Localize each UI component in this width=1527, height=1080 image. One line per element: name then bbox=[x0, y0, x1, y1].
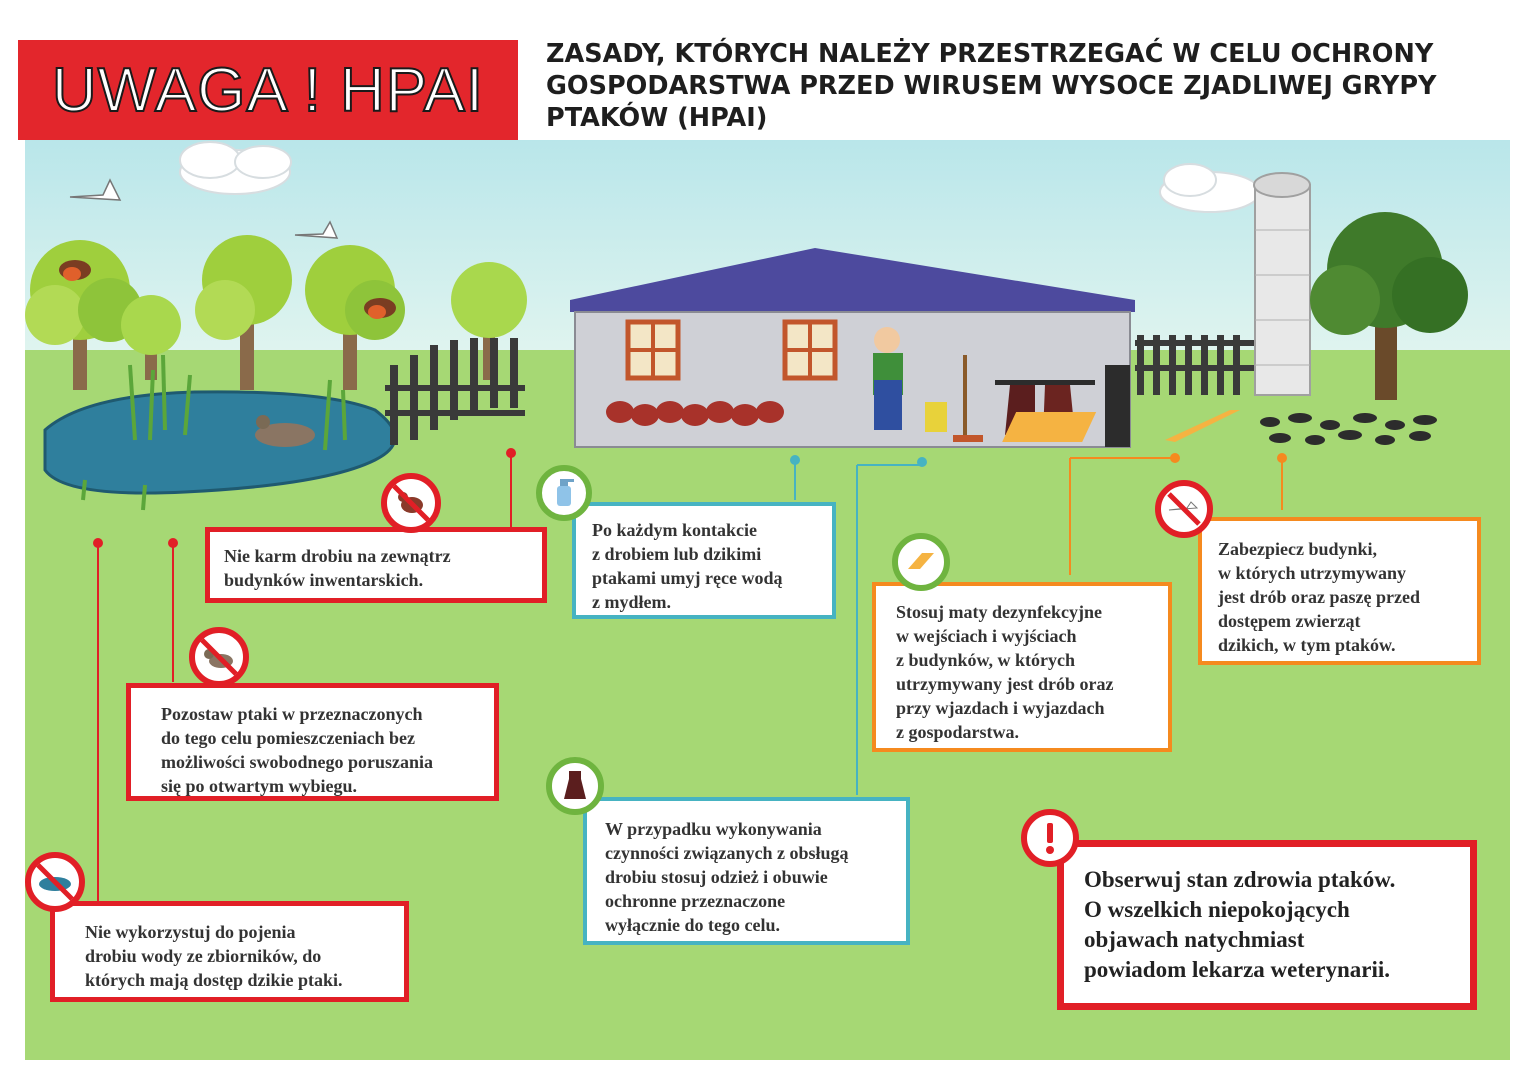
no-chicken-icon bbox=[381, 473, 441, 533]
rule-no-wild-water bbox=[50, 901, 409, 1002]
rule-keep-birds-indoors-text: Pozostaw ptaki w przeznaczonych do tego celu pomieszczeniach bez możliwości swobodnego poruszania się po otwartym wybiegu. bbox=[161, 704, 434, 796]
hpai-warning-banner bbox=[18, 40, 518, 140]
rule-no-wild-water-text: Nie wykorzystuj do pojenia drobiu wody ze zbiorników, do których mają dostęp dzikie ptaki. bbox=[85, 922, 343, 990]
rule-disinfection-mats bbox=[872, 582, 1172, 752]
rule-secure-buildings bbox=[1198, 517, 1481, 665]
rule-disinfection-mats-text: Stosuj maty dezynfekcyjne w wejściach i wyjściach z budynków, w których utrzymywany jest drób oraz przy wjazdach i wyjazdach z gospodarstwa. bbox=[896, 602, 1114, 742]
rule-wash-hands bbox=[572, 502, 836, 619]
rule-secure-buildings-text: Zabezpiecz budynki, w których utrzymywany jest drób oraz paszę przed dostępem zwierząt dzikich, w tym ptaków. bbox=[1218, 539, 1420, 655]
banner-title: UWAGA ! HPAI bbox=[51, 55, 485, 125]
rule-no-outdoor-feeding bbox=[205, 527, 547, 603]
rule-protective-clothing bbox=[583, 797, 910, 945]
rule-protective-clothing-text: W przypadku wykonywania czynności związanych z obsługą drobiu stosuj odzież i obuwie ochronne przeznaczone wyłącznie do tego celu. bbox=[605, 819, 849, 935]
apron-icon bbox=[546, 757, 604, 815]
rule-keep-birds-indoors bbox=[126, 683, 499, 801]
soap-bottle-icon bbox=[536, 465, 592, 521]
no-pond-icon bbox=[25, 852, 85, 912]
disinfection-mat-icon bbox=[892, 533, 950, 591]
rule-observe-health-text: Obserwuj stan zdrowia ptaków. O wszelkich niepokojących objawach natychmiast powiadom lekarza weterynarii. bbox=[1084, 867, 1396, 982]
no-wild-bird-icon bbox=[1155, 480, 1213, 538]
rule-no-outdoor-feeding-text: Nie karm drobiu na zewnątrz budynków inwentarskich. bbox=[224, 546, 451, 590]
rule-observe-health bbox=[1057, 840, 1477, 1010]
exclamation-icon bbox=[1021, 809, 1079, 867]
silo bbox=[1254, 173, 1310, 395]
page-title: ZASADY, KTÓRYCH NALEŻY PRZESTRZEGAĆ W CELU OCHRONY GOSPODARSTWA PRZED WIRUSEM WYSOCE ZJADLIWEJ GRYPY PTAKÓW (HPAI) bbox=[546, 39, 1437, 133]
rule-wash-hands-text: Po każdym kontakcie z drobiem lub dzikimi ptakami umyj ręce wodą z mydłem. bbox=[592, 520, 783, 612]
no-duck-icon bbox=[189, 627, 249, 687]
